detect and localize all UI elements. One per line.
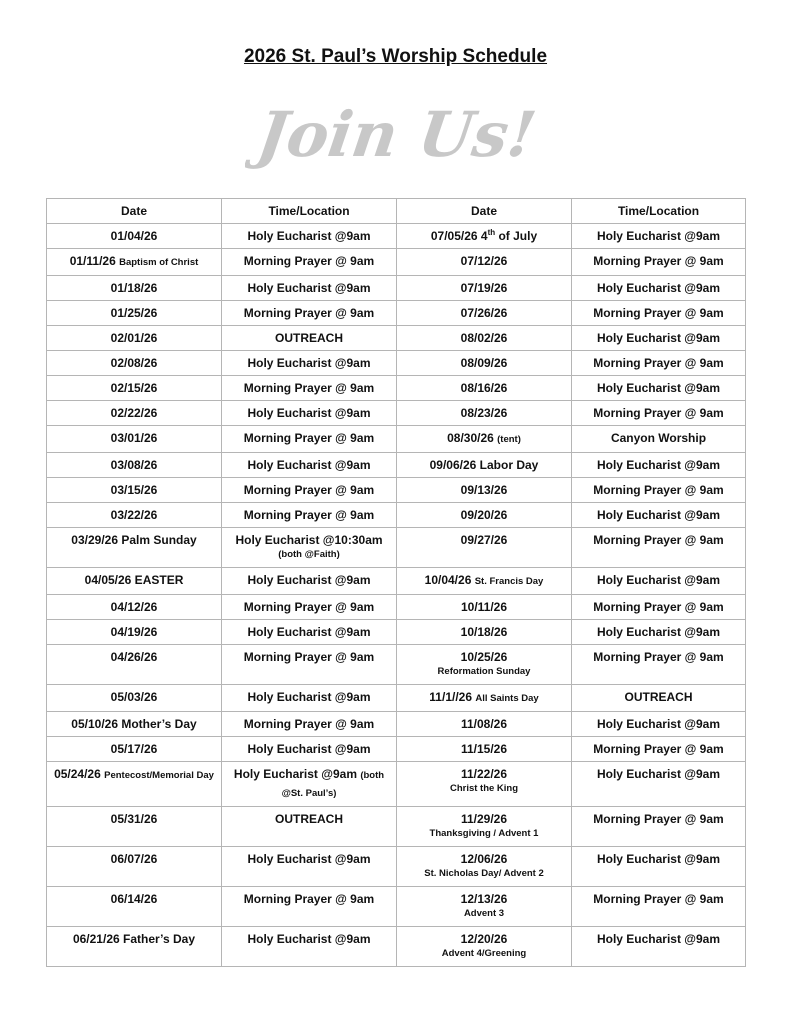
time-location-cell-text: OUTREACH [624, 690, 693, 704]
date-cell-subtitle: Christ the King [449, 783, 519, 794]
date-cell-text: 02/01/26 [110, 331, 158, 345]
time-location-cell [572, 762, 746, 807]
date-cell-text: 06/21/26 Father’s Day [72, 932, 196, 946]
time-location-cell-text: Holy Eucharist @9am [596, 508, 721, 522]
date-cell [397, 762, 572, 807]
time-location-cell-text: Morning Prayer @ 9am [243, 892, 375, 906]
time-location-cell-text: Holy Eucharist @9am [247, 458, 371, 472]
date-cell-text: 12/06/26 [460, 852, 508, 866]
date-cell-text: 01/11/26 [69, 254, 120, 268]
table-row [47, 685, 746, 712]
time-location-cell [572, 568, 746, 595]
table-row [47, 927, 746, 967]
schedule-body [47, 224, 746, 967]
time-location-cell-text: Holy Eucharist @9am [596, 229, 721, 243]
header-time-location-2: Time/Location [572, 199, 746, 224]
time-location-cell-text: OUTREACH [275, 331, 343, 345]
time-location-cell [572, 620, 746, 645]
date-cell [47, 528, 222, 568]
time-location-cell [572, 887, 746, 927]
date-cell [397, 620, 572, 645]
time-location-cell-text: Holy Eucharist @9am [247, 281, 371, 295]
time-location-cell [572, 737, 746, 762]
time-location-cell [222, 426, 397, 453]
time-location-cell-text: Holy Eucharist @9am [247, 932, 371, 946]
time-location-cell-text: Morning Prayer @ 9am [243, 381, 375, 395]
date-cell [397, 249, 572, 276]
table-row [47, 503, 746, 528]
date-cell-text: 01/18/26 [110, 281, 158, 295]
date-cell-text: 08/30/26 [447, 431, 498, 445]
time-location-cell-text: Holy Eucharist @9am [247, 690, 371, 704]
table-row [47, 326, 746, 351]
ordinal-suffix: th [487, 228, 496, 237]
date-cell [397, 301, 572, 326]
time-location-cell [572, 528, 746, 568]
date-cell-note: Baptism of Christ [119, 257, 199, 268]
date-cell [397, 887, 572, 927]
date-cell [47, 351, 222, 376]
date-cell-subtitle: Reformation Sunday [437, 666, 531, 677]
time-location-cell [572, 847, 746, 887]
time-location-cell-text: Morning Prayer @ 9am [593, 406, 724, 420]
date-cell-text: 07/26/26 [460, 306, 508, 320]
date-cell [397, 847, 572, 887]
date-cell [397, 568, 572, 595]
date-cell-text: 06/07/26 [110, 852, 158, 866]
date-cell-subtitle: Thanksgiving / Advent 1 [429, 828, 539, 839]
time-location-cell [572, 351, 746, 376]
date-cell-text: 04/19/26 [110, 625, 158, 639]
time-location-cell-note: (both @St. Paul’s) [281, 770, 385, 799]
date-cell-text: 03/22/26 [110, 508, 158, 522]
date-cell [47, 807, 222, 847]
date-cell [47, 595, 222, 620]
time-location-cell-text: Canyon Worship [610, 431, 707, 445]
time-location-cell [572, 595, 746, 620]
date-cell [47, 276, 222, 301]
time-location-cell-text: Morning Prayer @ 9am [243, 483, 375, 497]
date-cell-text: 05/03/26 [110, 690, 158, 704]
time-location-cell [222, 478, 397, 503]
time-location-cell [572, 927, 746, 967]
time-location-cell [222, 645, 397, 685]
time-location-cell-text: OUTREACH [275, 812, 343, 826]
date-cell-text: 02/15/26 [110, 381, 158, 395]
time-location-cell [572, 224, 746, 249]
date-cell [47, 401, 222, 426]
time-location-cell-text: Holy Eucharist @9am [247, 356, 371, 370]
date-cell [397, 595, 572, 620]
time-location-cell-subtitle: (both @Faith) [278, 549, 340, 560]
date-cell [47, 762, 222, 807]
table-row [47, 645, 746, 685]
date-cell [47, 927, 222, 967]
table-row [47, 737, 746, 762]
date-cell-text: 12/20/26 [460, 932, 508, 946]
table-row [47, 276, 746, 301]
table-row [47, 426, 746, 453]
time-location-cell-text: Holy Eucharist @9am [596, 458, 721, 472]
time-location-cell [222, 276, 397, 301]
date-cell-text: 03/01/26 [110, 431, 158, 445]
time-location-cell [222, 568, 397, 595]
date-cell [397, 478, 572, 503]
date-cell-text: 05/10/26 Mother’s Day [71, 717, 197, 731]
date-cell-text: 11/15/26 [460, 742, 508, 756]
date-cell [47, 887, 222, 927]
time-location-cell-text: Holy Eucharist @9am [596, 281, 721, 295]
time-location-cell-text: Morning Prayer @ 9am [243, 508, 375, 522]
date-cell [47, 426, 222, 453]
time-location-cell [222, 351, 397, 376]
date-cell [397, 645, 572, 685]
table-row [47, 595, 746, 620]
date-cell [47, 326, 222, 351]
header-time-location-1: Time/Location [222, 199, 397, 224]
date-cell-text: 09/20/26 [460, 508, 508, 522]
date-cell [47, 301, 222, 326]
time-location-cell [222, 927, 397, 967]
time-location-cell-text: Morning Prayer @ 9am [243, 306, 375, 320]
page-title: 2026 St. Paul’s Worship Schedule [243, 46, 548, 67]
date-cell-text: 09/13/26 [460, 483, 508, 497]
date-cell-text: 01/04/26 [110, 229, 158, 243]
date-cell-text: 04/26/26 [110, 650, 158, 664]
date-cell-text: 09/27/26 [460, 533, 508, 547]
time-location-cell [572, 426, 746, 453]
date-cell [397, 528, 572, 568]
date-cell-text: 05/31/26 [110, 812, 158, 826]
time-location-cell-text: Morning Prayer @ 9am [243, 431, 375, 445]
date-cell [47, 224, 222, 249]
time-location-cell-text: Holy Eucharist @9am [596, 767, 721, 781]
time-location-cell [572, 401, 746, 426]
time-location-cell-text: Morning Prayer @ 9am [593, 650, 724, 664]
time-location-cell [222, 401, 397, 426]
time-location-cell [222, 685, 397, 712]
date-cell-text: 03/15/26 [110, 483, 158, 497]
table-row [47, 620, 746, 645]
date-cell [397, 503, 572, 528]
table-row [47, 301, 746, 326]
date-cell [47, 685, 222, 712]
time-location-cell-text: Morning Prayer @ 9am [243, 254, 375, 268]
time-location-cell-text: Holy Eucharist @9am [596, 573, 721, 587]
table-row [47, 478, 746, 503]
date-cell-text: 05/24/26 [54, 767, 105, 781]
date-cell [397, 453, 572, 478]
date-cell-text: 10/25/26 [460, 650, 508, 664]
time-location-cell [222, 528, 397, 568]
date-cell-note: St. Francis Day [474, 576, 544, 587]
date-cell-text: 02/22/26 [110, 406, 158, 420]
time-location-cell-text: Morning Prayer @ 9am [593, 600, 724, 614]
date-cell-text: 09/06/26 Labor Day [429, 458, 539, 472]
time-location-cell-text: Morning Prayer @ 9am [593, 533, 724, 547]
table-row [47, 351, 746, 376]
date-cell-text: 05/17/26 [110, 742, 158, 756]
time-location-cell [222, 712, 397, 737]
date-cell-text: 03/08/26 [110, 458, 158, 472]
time-location-cell-text: Holy Eucharist @9am [596, 932, 721, 946]
date-cell-note: Pentecost/Memorial Day [104, 770, 214, 781]
date-cell-text: 11/22/26 [460, 767, 508, 781]
time-location-cell [572, 645, 746, 685]
time-location-cell-text: Holy Eucharist @9am [247, 406, 371, 420]
date-cell-text: 08/23/26 [460, 406, 508, 420]
date-cell-text: 04/05/26 EASTER [84, 573, 184, 587]
date-cell [47, 376, 222, 401]
time-location-cell [222, 847, 397, 887]
time-location-cell-text: Holy Eucharist @9am [596, 852, 721, 866]
time-location-cell [222, 453, 397, 478]
table-row [47, 528, 746, 568]
date-cell [47, 620, 222, 645]
time-location-cell [572, 503, 746, 528]
date-cell [47, 503, 222, 528]
date-cell-text: 03/29/26 Palm Sunday [71, 533, 197, 547]
time-location-cell [572, 376, 746, 401]
date-cell [47, 737, 222, 762]
time-location-cell [222, 620, 397, 645]
time-location-cell [222, 301, 397, 326]
date-cell [47, 568, 222, 595]
date-cell-text: 08/16/26 [460, 381, 508, 395]
date-cell-subtitle: Advent 3 [463, 908, 505, 919]
time-location-cell [222, 887, 397, 927]
date-cell [397, 927, 572, 967]
table-row [47, 568, 746, 595]
time-location-cell-text: Morning Prayer @ 9am [593, 356, 724, 370]
date-cell [47, 478, 222, 503]
date-cell-text: 02/08/26 [110, 356, 158, 370]
table-row [47, 224, 746, 249]
time-location-cell [572, 276, 746, 301]
time-location-cell-text: Holy Eucharist @9am [233, 767, 361, 781]
date-cell [397, 685, 572, 712]
date-cell [397, 712, 572, 737]
join-us-banner [245, 90, 545, 180]
date-cell [47, 847, 222, 887]
date-cell [397, 276, 572, 301]
date-cell-text: 08/02/26 [460, 331, 508, 345]
date-cell-text: 11/08/26 [460, 717, 508, 731]
date-cell-text: 11/29/26 [460, 812, 508, 826]
date-cell-subtitle: Advent 4/Greening [441, 948, 527, 959]
time-location-cell [572, 712, 746, 737]
date-cell-text: 08/09/26 [460, 356, 508, 370]
table-row [47, 376, 746, 401]
header-row [47, 199, 746, 224]
time-location-cell [572, 453, 746, 478]
time-location-cell-text: Holy Eucharist @9am [596, 331, 721, 345]
time-location-cell [222, 249, 397, 276]
time-location-cell-text: Morning Prayer @ 9am [593, 892, 724, 906]
time-location-cell [572, 249, 746, 276]
time-location-cell [222, 762, 397, 807]
date-cell-text: 07/12/26 [460, 254, 508, 268]
time-location-cell [572, 807, 746, 847]
time-location-cell [222, 376, 397, 401]
time-location-cell [222, 737, 397, 762]
time-location-cell [572, 301, 746, 326]
time-location-cell [572, 326, 746, 351]
time-location-cell-text: Holy Eucharist @9am [596, 625, 721, 639]
time-location-cell-text: Holy Eucharist @9am [596, 381, 721, 395]
time-location-cell-text: Morning Prayer @ 9am [593, 306, 724, 320]
time-location-cell [222, 807, 397, 847]
date-cell-text: 04/12/26 [110, 600, 158, 614]
time-location-cell [222, 224, 397, 249]
date-cell [397, 376, 572, 401]
table-row [47, 712, 746, 737]
date-cell-subtitle: St. Nicholas Day/ Advent 2 [424, 868, 544, 879]
time-location-cell-text: Holy Eucharist @10:30am [235, 533, 383, 547]
table-row [47, 807, 746, 847]
date-cell-text: 07/05/26 4 [430, 229, 488, 243]
table-row [47, 887, 746, 927]
time-location-cell-text: Holy Eucharist @9am [247, 625, 371, 639]
time-location-cell-text: Morning Prayer @ 9am [593, 254, 724, 268]
header-date-1: Date [47, 199, 222, 224]
table-row [47, 453, 746, 478]
date-cell [397, 807, 572, 847]
time-location-cell [572, 685, 746, 712]
date-cell [397, 224, 572, 249]
time-location-cell-text: Morning Prayer @ 9am [593, 483, 724, 497]
date-cell-text: 10/04/26 [424, 573, 475, 587]
date-cell-text: 07/19/26 [460, 281, 508, 295]
time-location-cell-text: Holy Eucharist @9am [247, 573, 371, 587]
date-cell [47, 712, 222, 737]
date-cell-text: 12/13/26 [460, 892, 508, 906]
date-cell-text: 01/25/26 [110, 306, 158, 320]
schedule-table [46, 198, 746, 967]
time-location-cell [222, 503, 397, 528]
time-location-cell [222, 595, 397, 620]
table-row [47, 249, 746, 276]
date-cell [397, 401, 572, 426]
time-location-cell-text: Morning Prayer @ 9am [243, 600, 375, 614]
time-location-cell-text: Holy Eucharist @9am [596, 717, 721, 731]
time-location-cell [222, 326, 397, 351]
date-cell-text: 06/14/26 [110, 892, 158, 906]
date-cell-text: 11/1//26 [429, 690, 476, 704]
time-location-cell-text: Holy Eucharist @9am [247, 742, 371, 756]
date-cell [397, 737, 572, 762]
date-cell [397, 351, 572, 376]
date-cell [47, 645, 222, 685]
date-cell-text-extra: of July [495, 229, 538, 243]
date-cell [47, 453, 222, 478]
date-cell-note: (tent) [497, 434, 521, 445]
table-row [47, 401, 746, 426]
time-location-cell-text: Morning Prayer @ 9am [243, 717, 375, 731]
date-cell [47, 249, 222, 276]
time-location-cell-text: Morning Prayer @ 9am [243, 650, 375, 664]
date-cell [397, 426, 572, 453]
time-location-cell-text: Holy Eucharist @9am [247, 852, 371, 866]
table-row [47, 847, 746, 887]
date-cell-note: All Saints Day [475, 693, 539, 704]
time-location-cell-text: Holy Eucharist @9am [247, 229, 371, 243]
table-row [47, 762, 746, 807]
header-date-2: Date [397, 199, 572, 224]
time-location-cell-text: Morning Prayer @ 9am [593, 812, 724, 826]
time-location-cell-text: Morning Prayer @ 9am [593, 742, 724, 756]
date-cell [397, 326, 572, 351]
date-cell-text: 10/11/26 [460, 600, 508, 614]
time-location-cell [572, 478, 746, 503]
date-cell-text: 10/18/26 [460, 625, 508, 639]
join-us-banner-text: Join Us! [253, 98, 541, 171]
